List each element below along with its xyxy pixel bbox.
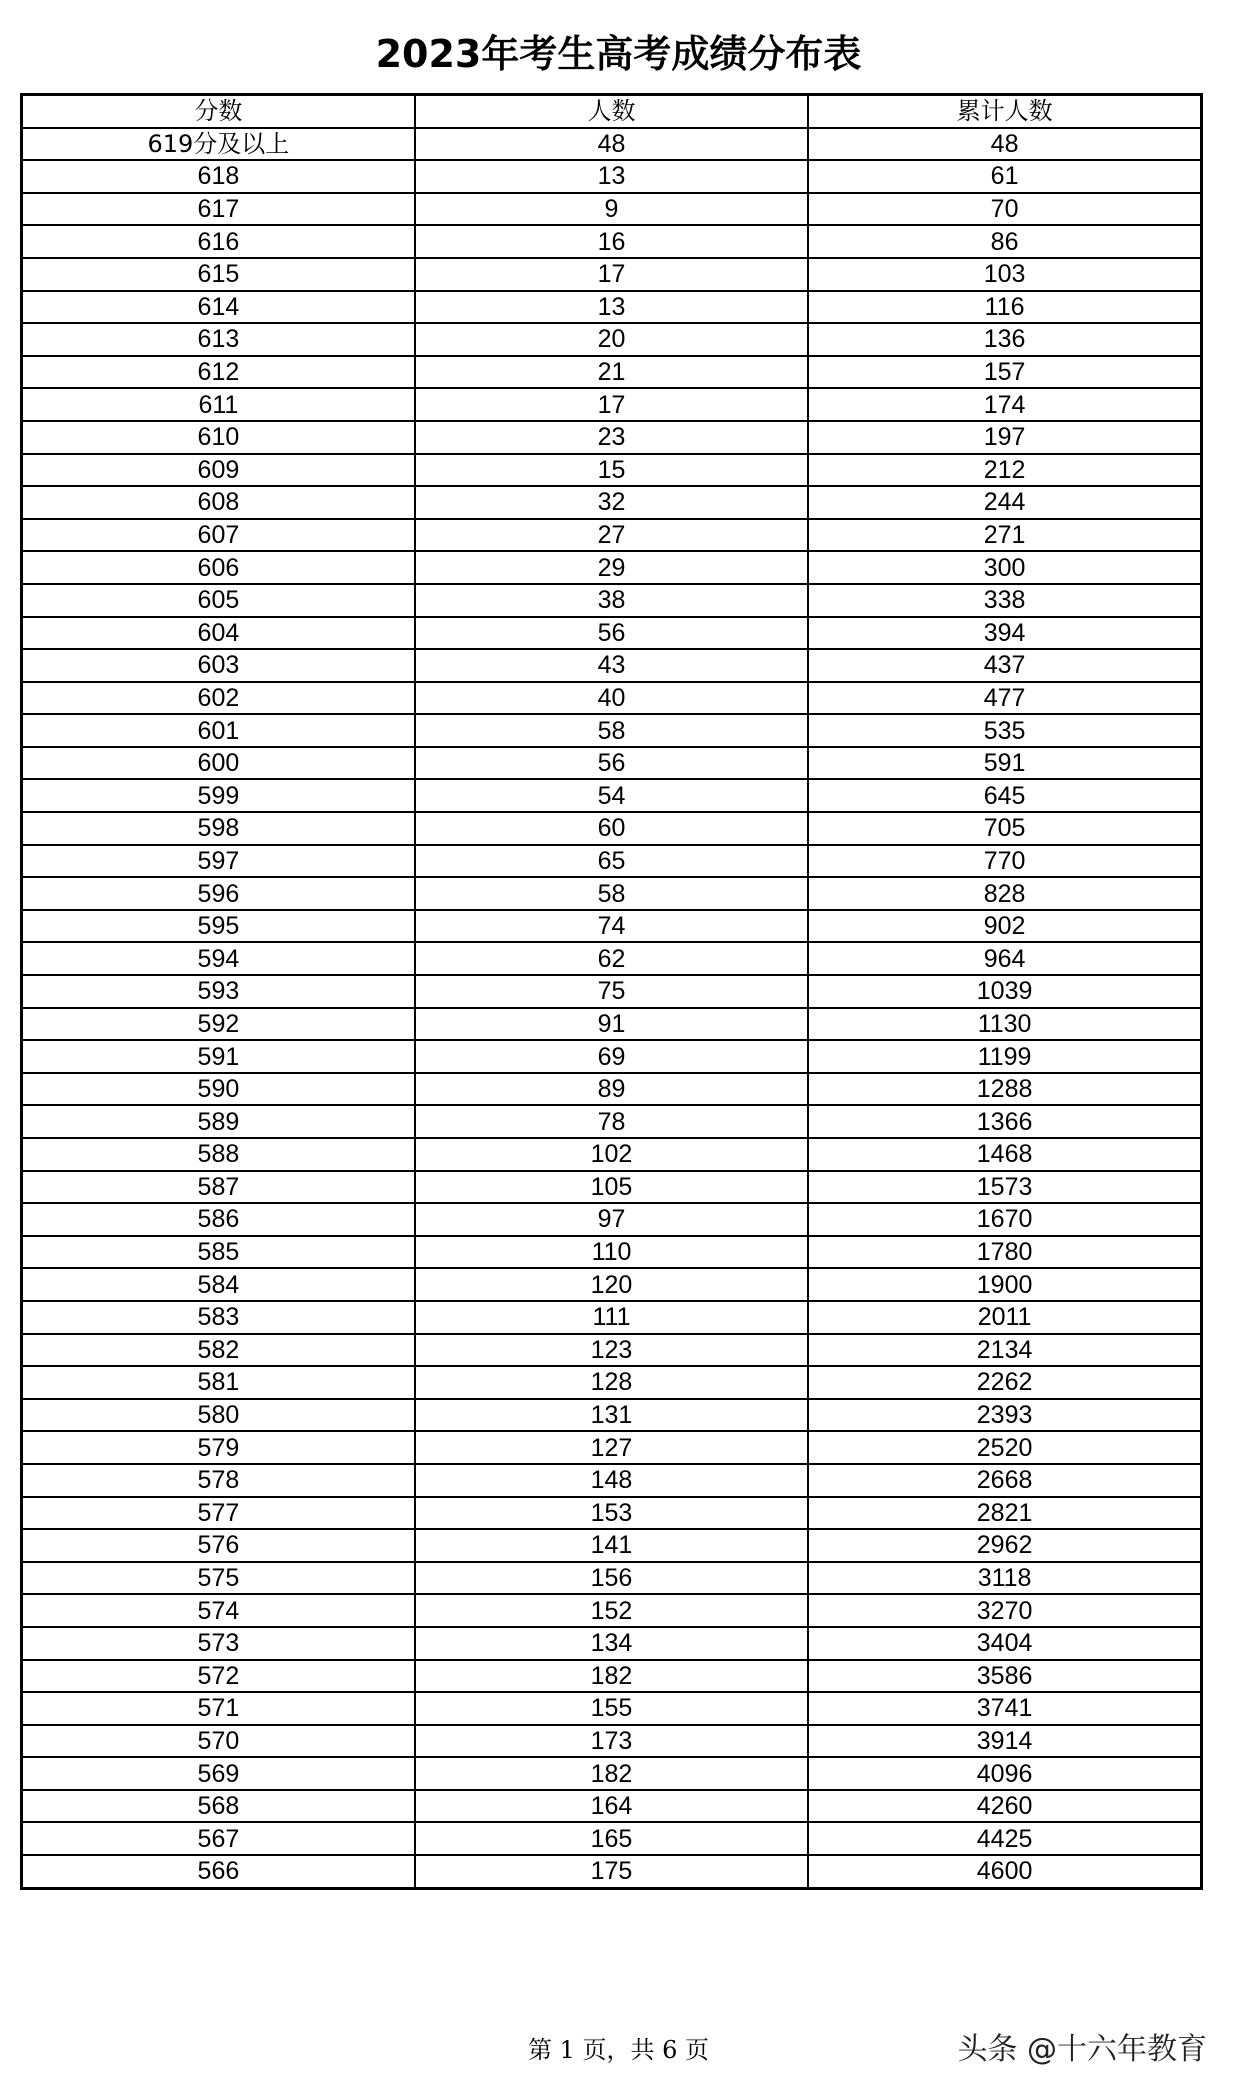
cell-count: 127 bbox=[415, 1431, 808, 1464]
table-row bbox=[22, 1464, 1202, 1497]
cell-cumulative: 2262 bbox=[808, 1366, 1201, 1399]
cell-count: 89 bbox=[415, 1073, 808, 1106]
table-row bbox=[22, 747, 1202, 780]
cell-cumulative: 197 bbox=[808, 421, 1201, 454]
cell-score: 584 bbox=[22, 1268, 415, 1301]
cell-count: 17 bbox=[415, 258, 808, 291]
score-distribution-table bbox=[20, 93, 1203, 1890]
table-row bbox=[22, 812, 1202, 845]
cell-cumulative: 116 bbox=[808, 291, 1201, 324]
cell-cumulative: 770 bbox=[808, 845, 1201, 878]
cell-cumulative: 4600 bbox=[808, 1855, 1201, 1888]
cell-cumulative: 1199 bbox=[808, 1040, 1201, 1073]
cell-score: 617 bbox=[22, 193, 415, 226]
table-row bbox=[22, 1692, 1202, 1725]
cell-cumulative: 591 bbox=[808, 747, 1201, 780]
table-row bbox=[22, 1334, 1202, 1367]
cell-score: 593 bbox=[22, 975, 415, 1008]
cell-count: 74 bbox=[415, 910, 808, 943]
table-row bbox=[22, 1301, 1202, 1334]
cell-cumulative: 477 bbox=[808, 682, 1201, 715]
table-row bbox=[22, 1138, 1202, 1171]
cell-cumulative: 136 bbox=[808, 323, 1201, 356]
cell-cumulative: 902 bbox=[808, 910, 1201, 943]
cell-count: 9 bbox=[415, 193, 808, 226]
cell-cumulative: 157 bbox=[808, 356, 1201, 389]
cell-count: 153 bbox=[415, 1497, 808, 1530]
cell-count: 69 bbox=[415, 1040, 808, 1073]
cell-score: 607 bbox=[22, 519, 415, 552]
table-row bbox=[22, 454, 1202, 487]
cell-score: 616 bbox=[22, 225, 415, 258]
cell-score: 598 bbox=[22, 812, 415, 845]
cell-count: 38 bbox=[415, 584, 808, 617]
cell-count: 13 bbox=[415, 291, 808, 324]
cell-count: 15 bbox=[415, 454, 808, 487]
cell-cumulative: 244 bbox=[808, 486, 1201, 519]
cell-score: 611 bbox=[22, 388, 415, 421]
cell-cumulative: 1670 bbox=[808, 1203, 1201, 1236]
cell-score: 567 bbox=[22, 1822, 415, 1855]
table-row bbox=[22, 160, 1202, 193]
cell-cumulative: 535 bbox=[808, 714, 1201, 747]
table-header-row bbox=[22, 95, 1202, 128]
table-row bbox=[22, 877, 1202, 910]
cell-count: 173 bbox=[415, 1725, 808, 1758]
cell-count: 152 bbox=[415, 1594, 808, 1627]
cell-cumulative: 4260 bbox=[808, 1790, 1201, 1823]
table-row bbox=[22, 1008, 1202, 1041]
cell-cumulative: 3741 bbox=[808, 1692, 1201, 1725]
table-row bbox=[22, 1855, 1202, 1888]
table-row bbox=[22, 421, 1202, 454]
table-row bbox=[22, 388, 1202, 421]
cell-cumulative: 1039 bbox=[808, 975, 1201, 1008]
cell-cumulative: 2393 bbox=[808, 1399, 1201, 1432]
cell-count: 58 bbox=[415, 877, 808, 910]
cell-score: 606 bbox=[22, 551, 415, 584]
cell-cumulative: 86 bbox=[808, 225, 1201, 258]
cell-count: 16 bbox=[415, 225, 808, 258]
cell-score: 587 bbox=[22, 1171, 415, 1204]
table-row bbox=[22, 714, 1202, 747]
cell-score: 573 bbox=[22, 1627, 415, 1660]
cell-count: 65 bbox=[415, 845, 808, 878]
table-row bbox=[22, 1497, 1202, 1530]
cell-cumulative: 3270 bbox=[808, 1594, 1201, 1627]
table-row bbox=[22, 1171, 1202, 1204]
table-row bbox=[22, 1594, 1202, 1627]
cell-count: 148 bbox=[415, 1464, 808, 1497]
table-row bbox=[22, 1073, 1202, 1106]
table-row bbox=[22, 845, 1202, 878]
cell-count: 141 bbox=[415, 1529, 808, 1562]
table-row bbox=[22, 910, 1202, 943]
page-title: 2023年考生高考成绩分布表 bbox=[375, 32, 862, 76]
cell-count: 102 bbox=[415, 1138, 808, 1171]
cell-score: 577 bbox=[22, 1497, 415, 1530]
cell-count: 164 bbox=[415, 1790, 808, 1823]
table-row bbox=[22, 291, 1202, 324]
cell-score: 615 bbox=[22, 258, 415, 291]
cell-score: 571 bbox=[22, 1692, 415, 1725]
cell-score: 579 bbox=[22, 1431, 415, 1464]
cell-count: 105 bbox=[415, 1171, 808, 1204]
cell-count: 97 bbox=[415, 1203, 808, 1236]
cell-score: 610 bbox=[22, 421, 415, 454]
cell-count: 182 bbox=[415, 1660, 808, 1693]
cell-score: 578 bbox=[22, 1464, 415, 1497]
cell-count: 23 bbox=[415, 421, 808, 454]
cell-count: 156 bbox=[415, 1562, 808, 1595]
cell-count: 27 bbox=[415, 519, 808, 552]
cell-count: 48 bbox=[415, 128, 808, 161]
table-body bbox=[22, 128, 1202, 1889]
cell-score: 570 bbox=[22, 1725, 415, 1758]
cell-count: 182 bbox=[415, 1757, 808, 1790]
cell-count: 91 bbox=[415, 1008, 808, 1041]
cell-count: 165 bbox=[415, 1822, 808, 1855]
cell-score: 605 bbox=[22, 584, 415, 617]
cell-score: 613 bbox=[22, 323, 415, 356]
cell-cumulative: 4425 bbox=[808, 1822, 1201, 1855]
cell-count: 75 bbox=[415, 975, 808, 1008]
cell-cumulative: 2134 bbox=[808, 1334, 1201, 1367]
cell-count: 13 bbox=[415, 160, 808, 193]
table-row bbox=[22, 942, 1202, 975]
cell-score: 603 bbox=[22, 649, 415, 682]
table-row bbox=[22, 1040, 1202, 1073]
table-row bbox=[22, 617, 1202, 650]
cell-count: 60 bbox=[415, 812, 808, 845]
table-row bbox=[22, 486, 1202, 519]
cell-score: 596 bbox=[22, 877, 415, 910]
cell-count: 120 bbox=[415, 1268, 808, 1301]
watermark: 头条 @十六年教育 bbox=[957, 2032, 1207, 2067]
cell-score: 589 bbox=[22, 1105, 415, 1138]
cell-count: 21 bbox=[415, 356, 808, 389]
cell-count: 56 bbox=[415, 617, 808, 650]
cell-cumulative: 645 bbox=[808, 779, 1201, 812]
table-row bbox=[22, 1203, 1202, 1236]
table-row bbox=[22, 1366, 1202, 1399]
cell-score: 568 bbox=[22, 1790, 415, 1823]
cell-count: 20 bbox=[415, 323, 808, 356]
table-row bbox=[22, 649, 1202, 682]
cell-score: 566 bbox=[22, 1855, 415, 1888]
table-row bbox=[22, 225, 1202, 258]
cell-count: 62 bbox=[415, 942, 808, 975]
cell-score: 594 bbox=[22, 942, 415, 975]
cell-cumulative: 1573 bbox=[808, 1171, 1201, 1204]
cell-cumulative: 103 bbox=[808, 258, 1201, 291]
cell-score: 576 bbox=[22, 1529, 415, 1562]
table-row bbox=[22, 128, 1202, 161]
cell-count: 54 bbox=[415, 779, 808, 812]
cell-cumulative: 437 bbox=[808, 649, 1201, 682]
cell-score: 580 bbox=[22, 1399, 415, 1432]
table-row bbox=[22, 1757, 1202, 1790]
cell-count: 58 bbox=[415, 714, 808, 747]
cell-cumulative: 1468 bbox=[808, 1138, 1201, 1171]
cell-cumulative: 3404 bbox=[808, 1627, 1201, 1660]
table-row bbox=[22, 1822, 1202, 1855]
table-row bbox=[22, 1268, 1202, 1301]
table-row bbox=[22, 584, 1202, 617]
table-row bbox=[22, 1660, 1202, 1693]
cell-score: 601 bbox=[22, 714, 415, 747]
cell-cumulative: 2668 bbox=[808, 1464, 1201, 1497]
cell-cumulative: 48 bbox=[808, 128, 1201, 161]
cell-count: 155 bbox=[415, 1692, 808, 1725]
cell-count: 123 bbox=[415, 1334, 808, 1367]
score-table-container bbox=[20, 93, 1203, 1890]
table-row bbox=[22, 1790, 1202, 1823]
cell-score: 614 bbox=[22, 291, 415, 324]
cell-cumulative: 61 bbox=[808, 160, 1201, 193]
cell-cumulative: 705 bbox=[808, 812, 1201, 845]
table-row bbox=[22, 1399, 1202, 1432]
cell-score: 569 bbox=[22, 1757, 415, 1790]
table-row bbox=[22, 1105, 1202, 1138]
table-row bbox=[22, 551, 1202, 584]
cell-cumulative: 1780 bbox=[808, 1236, 1201, 1269]
cell-score: 609 bbox=[22, 454, 415, 487]
cell-count: 134 bbox=[415, 1627, 808, 1660]
cell-count: 175 bbox=[415, 1855, 808, 1888]
cell-score: 574 bbox=[22, 1594, 415, 1627]
cell-score: 582 bbox=[22, 1334, 415, 1367]
cell-score: 595 bbox=[22, 910, 415, 943]
table-row bbox=[22, 1725, 1202, 1758]
cell-score: 591 bbox=[22, 1040, 415, 1073]
table-row bbox=[22, 323, 1202, 356]
table-row bbox=[22, 975, 1202, 1008]
cell-cumulative: 1288 bbox=[808, 1073, 1201, 1106]
cell-count: 29 bbox=[415, 551, 808, 584]
cell-count: 17 bbox=[415, 388, 808, 421]
cell-score: 608 bbox=[22, 486, 415, 519]
cell-score: 599 bbox=[22, 779, 415, 812]
cell-cumulative: 828 bbox=[808, 877, 1201, 910]
cell-cumulative: 2520 bbox=[808, 1431, 1201, 1464]
cell-score: 581 bbox=[22, 1366, 415, 1399]
cell-score: 592 bbox=[22, 1008, 415, 1041]
cell-score: 586 bbox=[22, 1203, 415, 1236]
cell-count: 78 bbox=[415, 1105, 808, 1138]
cell-score: 602 bbox=[22, 682, 415, 715]
table-row bbox=[22, 1562, 1202, 1595]
cell-cumulative: 2962 bbox=[808, 1529, 1201, 1562]
cell-score: 588 bbox=[22, 1138, 415, 1171]
cell-score: 600 bbox=[22, 747, 415, 780]
table-row bbox=[22, 1431, 1202, 1464]
cell-cumulative: 1366 bbox=[808, 1105, 1201, 1138]
table-row bbox=[22, 682, 1202, 715]
cell-score: 575 bbox=[22, 1562, 415, 1595]
cell-cumulative: 212 bbox=[808, 454, 1201, 487]
cell-score: 618 bbox=[22, 160, 415, 193]
cell-cumulative: 70 bbox=[808, 193, 1201, 226]
cell-cumulative: 394 bbox=[808, 617, 1201, 650]
cell-count: 128 bbox=[415, 1366, 808, 1399]
cell-count: 32 bbox=[415, 486, 808, 519]
cell-cumulative: 271 bbox=[808, 519, 1201, 552]
cell-cumulative: 964 bbox=[808, 942, 1201, 975]
table-row bbox=[22, 258, 1202, 291]
cell-score: 597 bbox=[22, 845, 415, 878]
cell-score: 590 bbox=[22, 1073, 415, 1106]
cell-cumulative: 338 bbox=[808, 584, 1201, 617]
cell-score: 612 bbox=[22, 356, 415, 389]
table-row bbox=[22, 519, 1202, 552]
table-row bbox=[22, 356, 1202, 389]
table-row bbox=[22, 1627, 1202, 1660]
cell-cumulative: 2821 bbox=[808, 1497, 1201, 1530]
cell-cumulative: 1130 bbox=[808, 1008, 1201, 1041]
table-row bbox=[22, 193, 1202, 226]
table-row bbox=[22, 779, 1202, 812]
cell-count: 110 bbox=[415, 1236, 808, 1269]
cell-score: 583 bbox=[22, 1301, 415, 1334]
table-row bbox=[22, 1236, 1202, 1269]
cell-cumulative: 3586 bbox=[808, 1660, 1201, 1693]
cell-count: 56 bbox=[415, 747, 808, 780]
cell-cumulative: 300 bbox=[808, 551, 1201, 584]
cell-score: 585 bbox=[22, 1236, 415, 1269]
cell-count: 111 bbox=[415, 1301, 808, 1334]
column-header-count: 人数 bbox=[415, 95, 808, 128]
column-header-cumulative: 累计人数 bbox=[808, 95, 1201, 128]
column-header-score: 分数 bbox=[22, 95, 415, 128]
cell-cumulative: 3118 bbox=[808, 1562, 1201, 1595]
table-row bbox=[22, 1529, 1202, 1562]
cell-count: 40 bbox=[415, 682, 808, 715]
cell-count: 131 bbox=[415, 1399, 808, 1432]
cell-count: 43 bbox=[415, 649, 808, 682]
cell-cumulative: 4096 bbox=[808, 1757, 1201, 1790]
cell-cumulative: 2011 bbox=[808, 1301, 1201, 1334]
page-number: 第 1 页，共 6 页 bbox=[527, 2036, 710, 2064]
cell-score: 572 bbox=[22, 1660, 415, 1693]
cell-cumulative: 174 bbox=[808, 388, 1201, 421]
cell-cumulative: 1900 bbox=[808, 1268, 1201, 1301]
cell-score: 604 bbox=[22, 617, 415, 650]
cell-score: 619分及以上 bbox=[22, 128, 415, 161]
cell-cumulative: 3914 bbox=[808, 1725, 1201, 1758]
